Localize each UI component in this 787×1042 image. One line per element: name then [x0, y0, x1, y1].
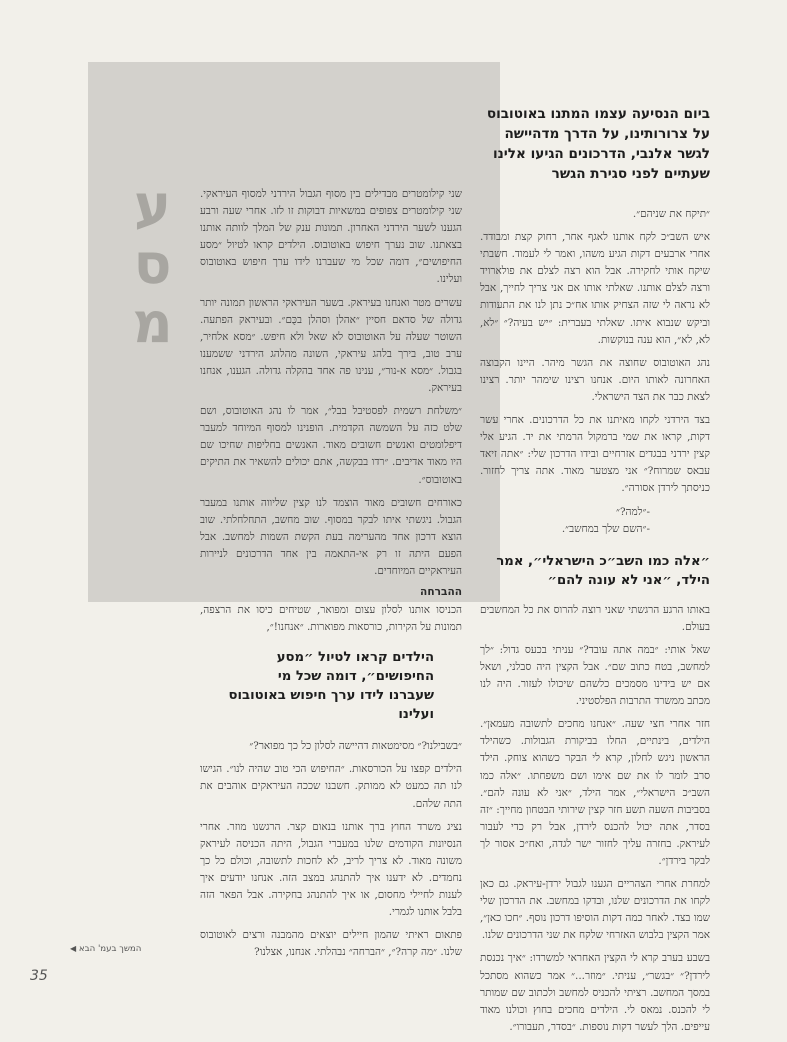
paragraph: איש השב״כ לקח אותנו לאגף אחר, רחוק קצת ומבודד. אחרי ארבעים דקות הגיע משהו, ואמר לי לעמוד. חשבתי שיקח אותי לחקירה. אבל הוא רצה לצלם את פולארויד ורצה לצלם אותנו. שאלתי אותו אם אני צריך לחייך, אבל לא נראה לי שזה הצחיק אותו אח״כ נתן לנו את התעודות וביקש שנבוא איתו. שאלתי בעברית: ״יש בעיה?״ ״לא, לא, לא״, הוא ענה בנוקשות.: [480, 231, 710, 346]
paragraph: עשרים מטר ואנחנו בעיראק. בשער העיראקי הראשון תמונה יותר גדולה של סדאם חסיין ״אהלן וסהלן בכֻּם״. ובעיראק הפתעה. השוטר שעלה על האוטובוס לא שאל ולא חיפש. ״מסא אלחיר, ערב טוב, בירך בלהג עיראקי, השונה מהלהג הירדני ששמענו בגבול. ״מסא א-נור״, ענינו פה אחד בהקלה גדולה. הגענו, אנחנו בעיראק.: [200, 296, 462, 395]
paragraph: הכניסו אותנו לסלון עצום ומפואר, שטיחים כיסו את הרצפה, תמונות על הקירות, כורסאות מפוארות. ״אנחנו!״,: [200, 604, 462, 634]
paragraph: נהג האוטובוס שחוצה את הגשר מיהר. היינו הקבוצה האחרונה לאותו היום. אנחנו רצינו שימהר יותר. רצינו לצאת כבר את הצד הישראלי.: [480, 356, 710, 403]
paragraph: בצד הירדני לקחו מאיתנו את כל הדרכונים. אחרי עשר דקות, קראו את שמי ברמקול הרמתי את יד. הגיע אלי קצין ירדני בבגדים אזרחיים ובידו הדרכון שלי: ״אתה זיאד עבאס שמרוח?״ אני מצטער מאוד. אתה צריך לחזור. כניסתך לירדן אסורה״.: [480, 414, 710, 495]
continued-next-page: [70, 944, 141, 954]
paragraph: כאורחים חשובים מאוד הוצמד לנו קצין שליווה אותנו במעבר הגבול. ניגשתי איתו לבקר במסוף. שוב מחשב, התחלחלתי. שוב הוצא דרכון אחד מהערימה בעת הקשת השמות למחשב. אבל הפעם היתה זו רק אי-התאמה בין אחד הדרכונים לניירות העיראקיים המיוחדים.: [200, 496, 462, 577]
right-column: [480, 104, 710, 1042]
paragraph: חזר אחרי חצי שעה. ״אנחנו מחכים לתשובה מעמאן״. הילדים, בינתיים, החלו בביקורת הגבולות. כשהילד הראשון ניגש לחלון, קרא לי הבקר כשהוא צוחק. הילד סרב לומר לו את שם אימו ושם משפחתו. ״אלה כמו השב״כ הישראלי״, אמר הילד, ״אני לא עונה להם״. בסביבות השעה תשע חזר קצין שירותי הבטחון מחייך: ״זה בסדר, אתה יכול להכנס לירדן, אבל רק כדי לעבור לעיראק. בחזרה עליך לחזור ישר לגדה, ואח״כ אסור לך לבקר בירדן״.: [480, 718, 710, 867]
paragraph: ״תיקח את שניהם״.: [632, 208, 710, 220]
continued-label: המשך בעמ' הבא: [78, 944, 142, 954]
pull-quote: הילדים קראו לטיול ״מסע החיפושים״, דומה שכל מי שעברנו לידו ערך חיפוש באוטובוס ועלינו: [228, 650, 434, 723]
pull-quote: ״אלה כמו השב״כ הישראלי״, אמר הילד, ״אני לא עונה להם״: [496, 553, 710, 588]
paragraph: שאל אותי: ״במה אתה עובד?״ עניתי בכעס גדול: ״לך למחשב, בטח כתוב שם״. אבל הקצין היה סבלני, ושאל אם יש בידינו מסמכים כלשהם שיכולו לעזור. היה לנו מכתב ממשרד התרבות הפלסטיני.: [480, 643, 710, 708]
dialogue-line: -״השם שלך במחשב״.: [561, 522, 650, 535]
left-column: [200, 186, 462, 967]
section-subhead: ההברחה: [420, 586, 462, 599]
left-arrow-icon: ◀: [70, 944, 77, 953]
section-title-vertical: מסע: [120, 173, 185, 350]
intro-headline: ביום הנסיעה עצמו המתנו באוטובוס על צרורותינו, על הדרך מדהיישה לגשר אלנבי, הדרכונים הגיעו אלינו שעתיים לפני סגירת הגשר: [486, 106, 710, 182]
paragraph: שני קילומטרים מבדילים בין מסוף הגבול הירדני למסוף העיראקי. שני קילומטרים צפופים במשאיות דבוקות זו לזו. אחרי שעה ורבע הגענו לשער הירדני האחרון. תמונות ענק של המלך לוותה אותנו בצאתנו. שוב נערך חיפוש באוטובוס. הילדים קראו לטיול ״מסע החיפושים״, דומה שכל מי שעברנו לידו ערך חיפוש באוטובוס ועלינו.: [200, 188, 462, 286]
paragraph: ״בשבילנו?״ מסימטאות דהיישה לסלון כל כך מפואר?״: [249, 740, 462, 753]
paragraph: למחרת אחרי הצהריים הגענו לגבול ירדן-עיראק. גם כאן לקחו את הדרכונים שלנו, ובדקו במחשב. את הדרכון שלי שמו בצד. לאחר כמה דקות הוסיפו דרכון נוסף. ״חכו כאן״, אמר הקצין בלבוש האזרחי שלקח את שני הדרכונים שלנו.: [480, 878, 710, 942]
paragraph: נציג משרד החוץ ברך אותנו בנאום קצר. הרגשנו מוזר. אחרי הנסיונות הקודמים שלנו במעברי הגבול, היתה הכניסה לעיראק משונה מאוד. לא צריך לריב, לא לחכות לתשובה, וכולם כל כך נחמדים. לא ידענו איך להתנהג במצב הזה. אנחנו יודעים איך לענות לחיילי מחסום, או איך להתנהג בחקירה. אבל הפאר הזה בלבל אותנו לגמרי.: [200, 820, 462, 919]
paragraph: באותו הרגע הרגשתי שאני רוצה להרוס את כל המחשבים בעולם.: [480, 603, 710, 633]
page-number: 35: [30, 968, 48, 984]
dialogue-line: -״למה?״: [616, 505, 650, 518]
paragraph: הילדים קפצו על הכורסאות. ״החיפוש הכי טוב שהיה לנו״. הגישו לנו תה כמעט לא ממותק. חשבנו שככה העיראקים אוהבים את התה שלהם.: [200, 763, 462, 810]
paragraph: בשבע בערב קרא לי הקצין האחראי למשרדו: ״איך נכנסת לירדן?״ ״בגשר״, עניתי. ״מוזר...״ אמר כשהוא מסתכל במסך המחשב. רציתי להכניס למחשב ולכתוב שם שמותר לי להכנס. נמאס לי. הילדים מחכים בחוץ וכולנו מאוד עייפים. הלך לעשר דקות נוספות. ״בסדר, תעבורו״.: [480, 952, 710, 1033]
paragraph: ״משלחת רשמית לפסטיבל בבל״, אמר לו נהג האוטובוס, ושם שלט כזה על השמשה הקדמית. הופנינו למסוף המיוחד למעבר דיפלומטים ואנשים חשובים מאוד. האנשים בחליפות שחיכו שם היו מאוד אדיבים. ״רדו בבקשה, אתם יכולים להשאיר את התיקים באוטובוס״.: [200, 405, 462, 486]
paragraph: פתאום ראיתי שהמון חיילים יוצאים מהמבנה ורצים לאוטובוס שלנו. ״מה קרה?״, ״הברחה״ נבהלתי. אנחנו, אצלנו?: [200, 929, 462, 959]
